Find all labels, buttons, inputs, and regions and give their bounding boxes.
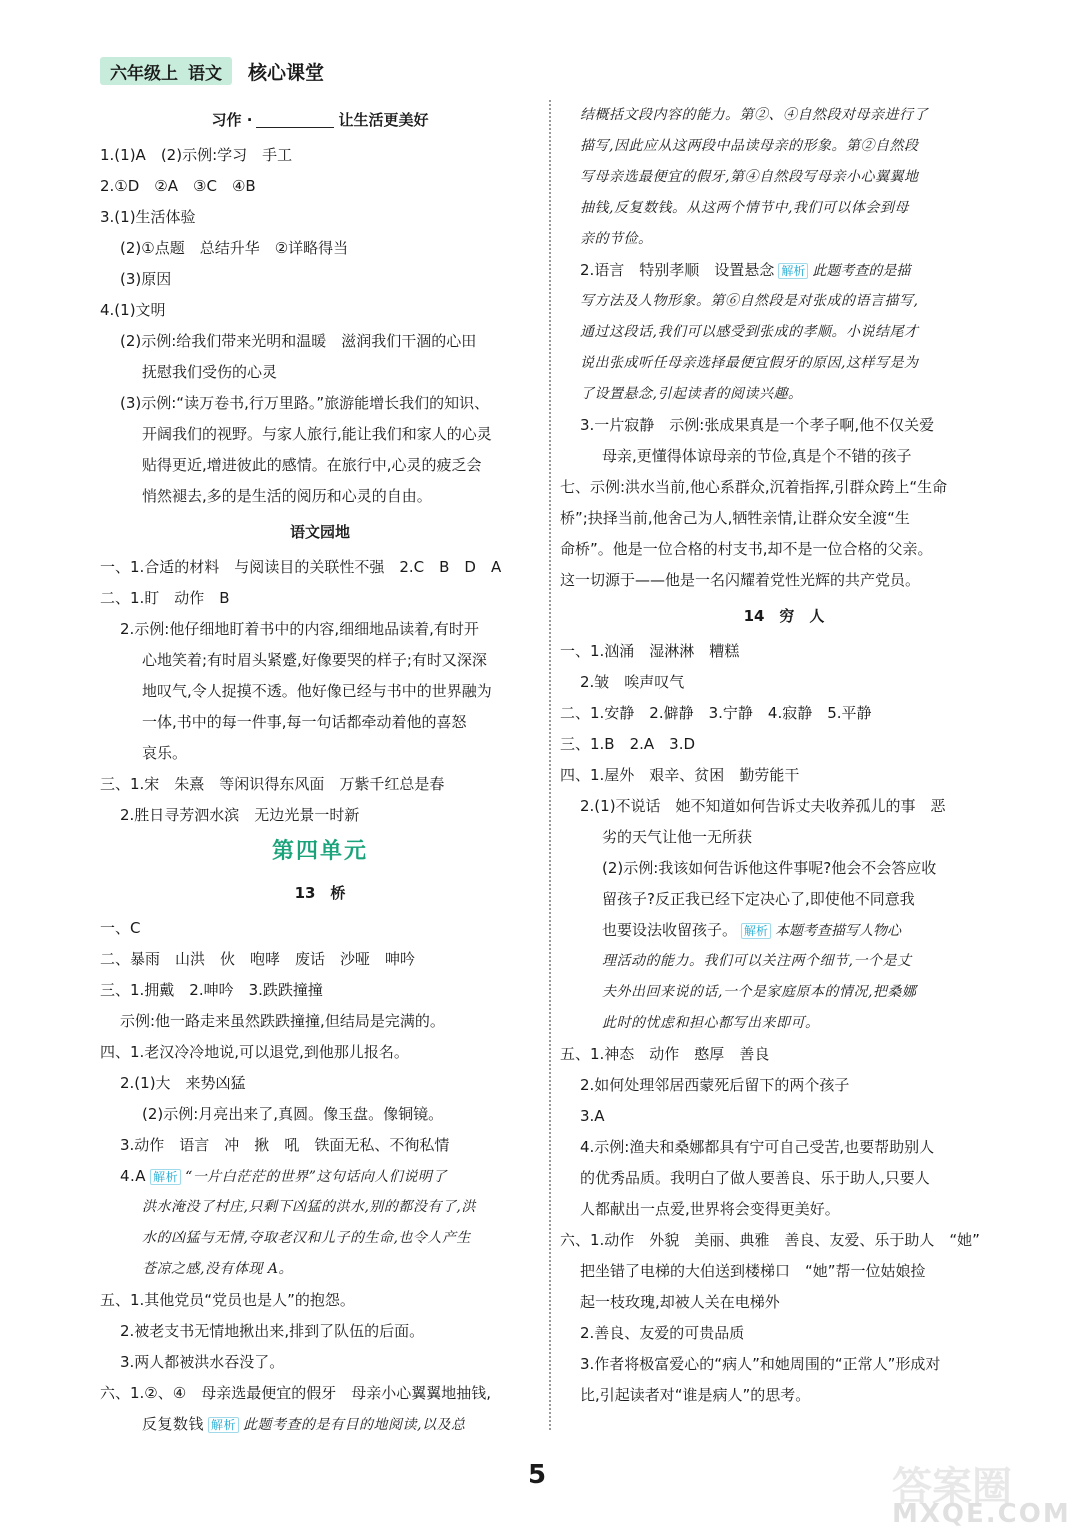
answer-line: 桥”;抉择当前,他舍己为人,牺牲亲情,让群众安全渡“生 [560,509,910,527]
answer-line: 3.动作 语言 冲 揪 吼 铁面无私、不徇私情 [120,1136,450,1154]
page-number: 5 [528,1460,547,1490]
answer-line: 2.①D ②A ③C ④B [100,177,256,195]
answer-line: 3.一片寂静 示例:张成果真是一个孝子啊,他不仅关爱 [580,416,935,434]
answer-line: 2.(1)大 来势凶猛 [120,1074,246,1092]
answer-line: 一、1.汹涌 湿淋淋 糟糕 [560,642,740,660]
watermark-url: MXQE.COM [892,1499,1071,1529]
answer-line: (2)示例:月亮出来了,真圆。像玉盘。像铜镜。 [142,1105,444,1123]
answer-line: 二、暴雨 山洪 伙 咆哮 废话 沙哑 呻吟 [100,950,416,968]
answer-line: 人都献出一点爱,世界将会变得更美好。 [580,1200,840,1218]
answer-line: 2.如何处理邻居西蒙死后留下的两个孩子 [580,1076,850,1094]
explanation-line: 写方法及人物形象。第⑥自然段是对张成的语言描写, [580,293,919,309]
site-watermark [892,1455,1071,1530]
answer-line: 把坐错了电梯的大伯送到楼梯口 “她”帮一位姑娘捡 [580,1262,926,1280]
answer-line: 七、示例:洪水当前,他心系群众,沉着指挥,引群众跨上“生命 [560,478,948,496]
explanation-line: 结概括文段内容的能力。第②、④自然段对母亲进行了 [580,107,928,123]
answer-line: 示例:他一路走来虽然跌跌撞撞,但结局是完满的。 [120,1012,445,1030]
answer-line-with-explanation: 4.A 解析 “一片白茫茫的世界”这句话向人们说明了 [120,1167,447,1185]
answer-line: 三、1.拥戴 2.呻吟 3.跌跌撞撞 [100,981,323,999]
answer-line: 劣的天气让他一无所获 [602,828,753,846]
explanation-tag: 解析 [741,923,771,939]
answer-line: 一、1.合适的材料 与阅读目的关联性不强 2.C B D A [100,558,502,576]
answer-line: 2.胜日寻芳泗水滨 无边光景一时新 [120,806,360,824]
lesson-title-13: 13 桥 [294,884,346,902]
answer-line: 4.示例:渔夫和桑娜都具有宁可自己受苦,也要帮助别人 [580,1138,935,1156]
brand-title: 核心课堂 [248,61,325,84]
answer-line: 3.A [580,1107,605,1125]
explanation-line: 描写,因此应从这两段中品读母亲的形象。第②自然段 [580,138,919,154]
subject-label: 语文 [188,63,222,84]
explanation-line: 洪水淹没了村庄,只剩下凶猛的洪水,别的都没有了,洪 [142,1199,476,1215]
explanation-line: 亲的节俭。 [580,231,653,247]
answer-line: 1.(1)A (2)示例:学习 手工 [100,146,293,164]
answer-line: 五、1.神态 动作 憨厚 善良 [560,1045,770,1063]
answer-line: 2.皱 唉声叹气 [580,673,685,691]
section-title-writing: 习作 · 让生活更美好 [211,111,429,129]
answer-line: 3.两人都被洪水吞没了。 [120,1353,285,1371]
answer-line: 一、C [100,919,141,937]
explanation-line: 通过这段话,我们可以感受到张成的孝顺。小说结尾才 [580,324,919,340]
lesson-title-14: 14 穷 人 [743,607,825,625]
answer-line: 哀乐。 [142,744,188,762]
answer-line: (2)①点题 总结升华 ②详略得当 [120,239,349,257]
explanation-line: 了设置悬念,引起读者的阅读兴趣。 [580,386,803,402]
answer-line: 2.被老支书无情地揪出来,排到了队伍的后面。 [120,1322,425,1340]
answer-line: 比,引起读者对“谁是病人”的思考。 [580,1386,811,1404]
column-divider [549,100,551,1430]
grade-label: 六年级上 [110,63,178,84]
answer-line: 抚慰我们受伤的心灵 [142,363,278,381]
answer-line: 命桥”。他是一位合格的村支书,却不是一位合格的父亲。 [560,540,933,558]
answer-line: (2)示例:给我们带来光明和温暖 滋润我们干涸的心田 [120,332,477,350]
explanation-tag: 解析 [208,1417,239,1433]
answer-line: 的优秀品质。我明白了做人要善良、乐于助人,只要人 [580,1169,930,1187]
answer-line: 三、1.宋 朱熹 等闲识得东风面 万紫千红总是春 [100,775,445,793]
answer-line: 母亲,更懂得体谅母亲的节俭,真是个不错的孩子 [602,447,912,465]
answer-line: 三、1.B 2.A 3.D [560,735,696,753]
answer-line: 一体,书中的每一件事,每一句话都牵动着他的喜怒 [142,713,467,731]
answer-line: 心地笑着;有时眉头紧蹙,好像要哭的样子;有时又深深 [142,651,487,669]
answer-line: 这一切源于——他是一名闪耀着党性光辉的共产党员。 [560,571,921,589]
explanation-tag: 解析 [778,263,808,279]
answer-line: 地叹气,令人捉摸不透。他好像已经与书中的世界融为 [142,682,492,700]
answer-line: 留孩子?反正我已经下定决心了,即使他不同意我 [602,890,915,908]
explanation-line: 水的凶猛与无情,夺取老汉和儿子的生命,也令人产生 [142,1230,471,1246]
answer-line: 悄然褪去,多的是生活的阅历和心灵的自由。 [142,487,432,505]
answer-line: 四、1.屋外 艰辛、贫困 勤劳能干 [560,766,800,784]
explanation-line: 说出张成听任母亲选择最便宜假牙的原因,这样写是为 [580,355,919,371]
answer-line: (3)示例:“读万卷书,行万里路。”旅游能增长我们的知识、 [120,394,490,412]
answer-line: 4.(1)文明 [100,301,166,319]
answer-line: 3.(1)生活体验 [100,208,196,226]
answer-line-with-explanation: 2.语言 特别孝顺 设置悬念 解析 此题考查的是描 [580,261,911,279]
answer-line: 六、1.②、④ 母亲选最便宜的假牙 母亲小心翼翼地抽钱, [100,1384,491,1402]
title-blank [256,113,334,128]
page-header [100,55,324,87]
answer-line: 六、1.动作 外貌 美丽、典雅 善良、友爱、乐于助人 “她” [560,1231,980,1249]
answer-line-with-explanation: 反复数钱 解析 此题考查的是有目的地阅读,以及总 [142,1415,466,1433]
explanation-line: 抽钱,反复数钱。从这两个情节中,我们可以体会到母 [580,200,909,216]
answer-line: 五、1.其他党员“党员也是人”的抱怨。 [100,1291,355,1309]
answer-line-with-explanation: 也要设法收留孩子。 解析 本题考查描写人物心 [602,921,902,939]
watermark-logo: 答案圈 [892,1464,1012,1510]
answer-line: 贴得更近,增进彼此的感情。在旅行中,心灵的疲乏会 [142,456,482,474]
explanation-tag: 解析 [150,1169,181,1185]
explanation-line: 苍凉之感,没有体现 A。 [142,1261,294,1277]
answer-line: 二、1.盯 动作 B [100,589,230,607]
answer-line: 3.作者将极富爱心的“病人”和她周围的“正常人”形成对 [580,1355,941,1373]
explanation-line: 写母亲选最便宜的假牙,第④自然段写母亲小心翼翼地 [580,169,919,185]
section-title-yuwen-yuandi: 语文园地 [289,523,350,541]
answer-line: (2)示例:我该如何告诉他这件事呢?他会不会答应收 [602,859,937,877]
explanation-line: 理活动的能力。我们可以关注两个细节,一个是丈 [602,953,912,969]
answer-line: 2.(1)不说话 她不知道如何告诉丈夫收养孤儿的事 恶 [580,797,946,815]
answer-line: (3)原因 [120,270,172,288]
grade-subject-tag [100,57,232,85]
answer-line: 开阔我们的视野。与家人旅行,能让我们和家人的心灵 [142,425,492,443]
left-column [100,100,540,1440]
answer-line: 2.示例:他仔细地盯着书中的内容,细细地品读着,有时开 [120,620,479,638]
answer-line: 四、1.老汉冷冷地说,可以退党,到他那儿报名。 [100,1043,409,1061]
explanation-line: 此时的忧虑和担心都写出来即可。 [602,1015,820,1031]
answer-line: 二、1.安静 2.僻静 3.宁静 4.寂静 5.平静 [560,704,872,722]
answer-line: 2.善良、友爱的可贵品质 [580,1324,745,1342]
unit-title: 第四单元 [271,839,368,864]
explanation-line: 夫外出回来说的话,一个是家庭原本的情况,把桑娜 [602,984,917,1000]
answer-line: 起一枝玫瑰,却被人关在电梯外 [580,1293,780,1311]
right-column [560,100,1008,1411]
